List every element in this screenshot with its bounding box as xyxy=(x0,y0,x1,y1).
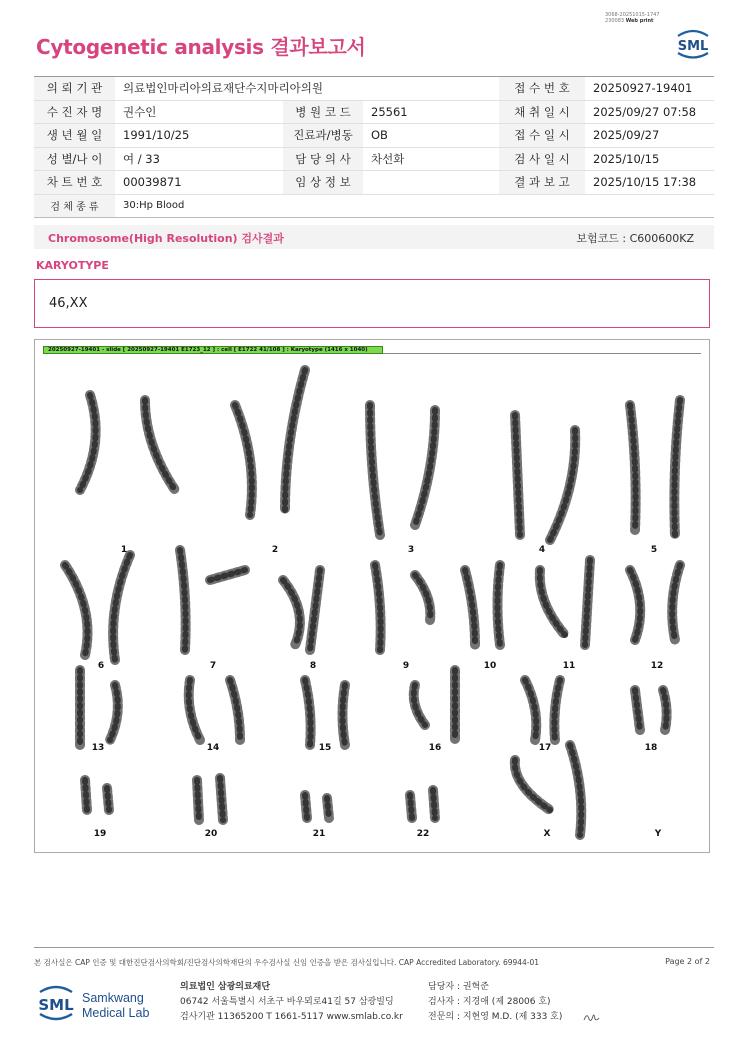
info-value: 의료법인마리아의료재단수지마리아의원 xyxy=(115,77,499,101)
info-label: 담 당 의 사 xyxy=(283,147,363,171)
karyogram-header-line xyxy=(383,353,701,354)
chromosome-label: 7 xyxy=(209,661,217,671)
organization-info xyxy=(180,980,403,1025)
chromosome-band xyxy=(498,565,501,645)
karyotype-label: KARYOTYPE xyxy=(36,259,109,272)
info-label: 수 진 자 명 xyxy=(34,100,115,124)
chromosome-label: 1 xyxy=(120,545,128,555)
chromosome-band xyxy=(433,790,435,818)
chromosome-label: 20 xyxy=(204,829,218,839)
report-title: Cytogenetic analysis 결과보고서 xyxy=(36,35,366,59)
chromosome-band xyxy=(197,780,199,820)
chromosome-label: 9 xyxy=(402,661,410,671)
info-label: 생 년 월 일 xyxy=(34,124,115,148)
info-value: 25561 xyxy=(363,100,499,124)
info-value: OB xyxy=(363,124,499,148)
org-name: 의료법인 삼광의료재단 xyxy=(180,982,271,992)
page-number: Page 2 of 2 xyxy=(665,957,710,966)
chromosome-label: 13 xyxy=(91,743,105,753)
karyotype-result: 46,XX xyxy=(49,296,88,311)
info-value xyxy=(363,171,499,195)
chromosome-shape xyxy=(515,760,550,810)
info-label: 의 뢰 기 관 xyxy=(34,77,115,101)
chromosome-label: 3 xyxy=(407,545,415,555)
lab-name-line1: Samkwang xyxy=(82,991,144,1005)
info-row xyxy=(34,77,714,101)
chromosome-label: 19 xyxy=(93,829,107,839)
info-label: 임 상 정 보 xyxy=(283,171,363,195)
sml-logo-top xyxy=(672,26,714,62)
info-label: 채 취 일 시 xyxy=(499,100,585,124)
chromosome-band xyxy=(107,788,109,810)
print-id xyxy=(605,12,660,24)
chromosome-label: 2 xyxy=(271,545,279,555)
info-label: 결 과 보 고 xyxy=(499,171,585,195)
info-value: 00039871 xyxy=(115,171,283,195)
info-row xyxy=(34,194,714,218)
info-label: 진료과/병동 xyxy=(283,124,363,148)
chromosome-label: 8 xyxy=(309,661,317,671)
staff-name: 지현영 M.D. (제 333 호) xyxy=(462,1012,563,1022)
chromosome-band xyxy=(343,685,346,745)
karyogram-header: 20250927-19401 - slide [ 20250927-19401 E1723_12 ] : cell [ E1722 41/108 ] : Karyotype (1416 x 1040) xyxy=(43,346,383,354)
info-label: 검 사 일 시 xyxy=(499,147,585,171)
chromosome-label: 18 xyxy=(644,743,658,753)
samkwang-logo xyxy=(36,980,156,1026)
chromosome-label: 14 xyxy=(206,743,220,753)
info-value: 2025/09/27 xyxy=(585,124,714,148)
info-value: 2025/10/15 xyxy=(585,147,714,171)
karyogram-image xyxy=(35,340,711,854)
info-label: 접 수 번 호 xyxy=(499,77,585,101)
info-value: 권수인 xyxy=(115,100,283,124)
staff-name: 권혁준 xyxy=(462,982,489,992)
chromosome-band xyxy=(305,795,307,818)
staff-role: 검사자 : xyxy=(428,997,460,1007)
chromosome-label: 16 xyxy=(428,743,442,753)
lab-name-line2: Medical Lab xyxy=(82,1006,150,1020)
info-label: 차 트 번 호 xyxy=(34,171,115,195)
info-label: 병 원 코 드 xyxy=(283,100,363,124)
result-section-bar xyxy=(34,225,714,249)
org-contact: 검사기관 11365200 T 1661-5117 www.smlab.co.kr xyxy=(180,1012,403,1022)
info-row xyxy=(34,171,714,195)
signature-mark xyxy=(582,1010,600,1024)
chromosome-label: X xyxy=(543,829,551,839)
info-value: 2025/09/27 07:58 xyxy=(585,100,714,124)
chromosome-label: 11 xyxy=(562,661,576,671)
footer-divider xyxy=(34,947,714,948)
karyotype-result-box xyxy=(34,279,710,328)
info-value: 20250927-19401 xyxy=(585,77,714,101)
chromosome-label: 6 xyxy=(97,661,105,671)
info-label: 접 수 일 시 xyxy=(499,124,585,148)
info-value: 여 / 33 xyxy=(115,147,283,171)
staff-info xyxy=(428,980,562,1025)
info-row xyxy=(34,124,714,148)
chromosome-label: Y xyxy=(654,829,662,839)
chromosome-band xyxy=(85,780,87,810)
insurance-code: 보험코드 : C600600KZ xyxy=(576,232,694,245)
info-row xyxy=(34,100,714,124)
logo-foot-text: SML xyxy=(38,996,74,1014)
chromosome-label: 17 xyxy=(538,743,552,753)
staff-name: 지경애 (제 28006 호) xyxy=(462,997,551,1007)
chromosome-band xyxy=(220,778,223,820)
chromosome-band xyxy=(410,795,412,818)
info-value: 2025/10/15 17:38 xyxy=(585,171,714,195)
chromosome-label: 4 xyxy=(538,545,546,555)
info-value: 30:Hp Blood xyxy=(123,200,185,212)
footer-certification-note: 본 검사실은 CAP 인증 및 대한진단검사의학회/진단검사의학재단의 우수검사실 신임 인증을 받은 검사실입니다. CAP Accredited Laboratory. 69944-01 xyxy=(34,958,540,967)
result-section-title: Chromosome(High Resolution) 검사결과 xyxy=(48,232,284,245)
info-row xyxy=(34,147,714,171)
karyogram-panel xyxy=(34,339,710,853)
print-id-code: 230083 xyxy=(605,18,625,24)
staff-role: 전문의 : xyxy=(428,1012,460,1022)
print-id-line1: 3068-20251015-1747 xyxy=(605,12,660,18)
logo-top-text: SML xyxy=(677,39,709,54)
chromosome-band xyxy=(327,798,329,818)
info-label: 성 별/나 이 xyxy=(34,147,115,171)
chromosome-label: 15 xyxy=(318,743,332,753)
print-id-tag: Web print xyxy=(625,18,654,24)
chromosome-label: 21 xyxy=(312,829,326,839)
info-label: 검 체 종 류 xyxy=(34,194,115,218)
info-value: 1991/10/25 xyxy=(115,124,283,148)
chromosome-label: 22 xyxy=(416,829,430,839)
org-address: 06742 서울특별시 서초구 바우뫼로41길 57 삼광빌딩 xyxy=(180,997,394,1007)
chromosome-label: 10 xyxy=(483,661,497,671)
chromosome-label: 12 xyxy=(650,661,664,671)
patient-info-table xyxy=(34,76,714,218)
info-value: 차선화 xyxy=(363,147,499,171)
staff-role: 담당자 : xyxy=(428,982,460,992)
chromosome-label: 5 xyxy=(650,545,658,555)
